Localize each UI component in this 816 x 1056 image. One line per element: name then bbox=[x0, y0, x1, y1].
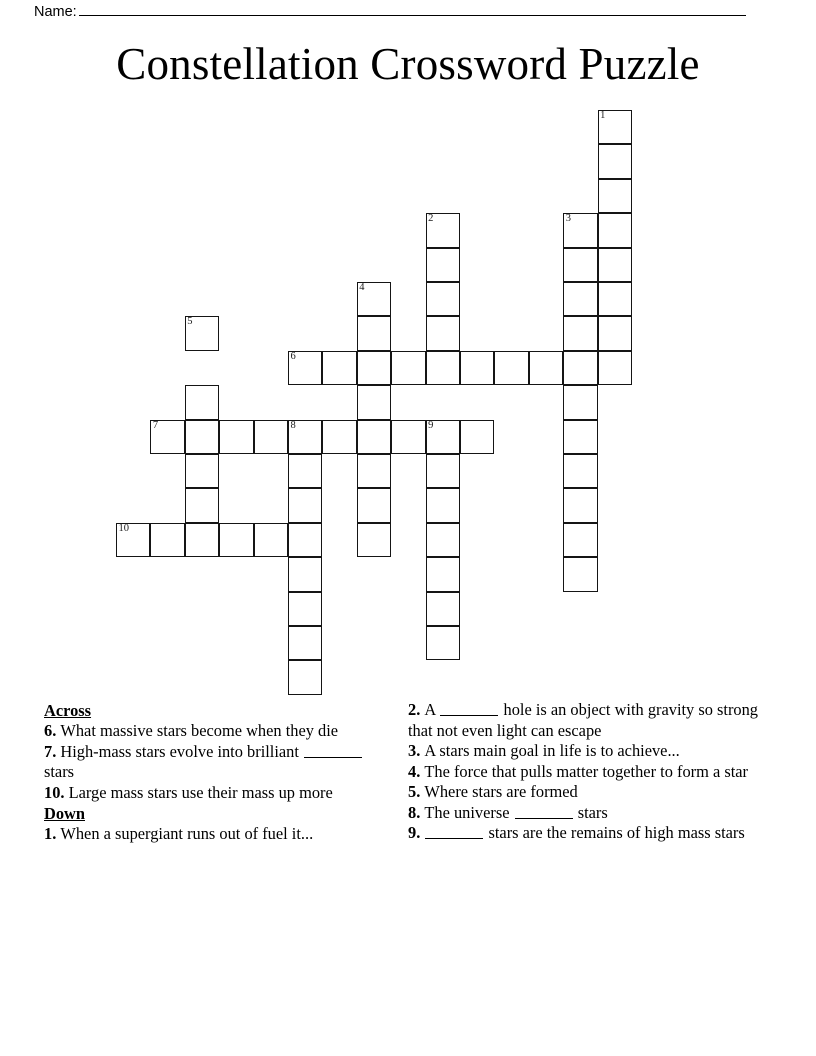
crossword-cell[interactable] bbox=[357, 316, 391, 350]
crossword-cell[interactable] bbox=[185, 488, 219, 522]
clue-number: 1. bbox=[44, 824, 61, 843]
crossword-cell[interactable] bbox=[357, 351, 391, 385]
crossword-cell[interactable] bbox=[288, 592, 322, 626]
clue-text: Where stars are formed bbox=[424, 782, 578, 801]
crossword-cell[interactable] bbox=[598, 248, 632, 282]
crossword-cell[interactable] bbox=[598, 179, 632, 213]
clue-blank-rule bbox=[515, 804, 573, 819]
crossword-cell[interactable] bbox=[185, 420, 219, 454]
clues-section bbox=[0, 700, 816, 1000]
crossword-cell[interactable] bbox=[598, 351, 632, 385]
crossword-cell[interactable] bbox=[288, 454, 322, 488]
clues-column-right bbox=[408, 700, 760, 844]
crossword-cell-numbered[interactable] bbox=[288, 420, 322, 454]
crossword-cell[interactable] bbox=[598, 144, 632, 178]
clue-number: 4. bbox=[408, 761, 425, 781]
clue-blank-rule bbox=[425, 824, 483, 839]
clue-number: 2. bbox=[408, 700, 425, 719]
crossword-cell[interactable] bbox=[426, 626, 460, 660]
clue-text: The universe bbox=[424, 802, 514, 822]
crossword-cell[interactable] bbox=[460, 351, 494, 385]
crossword-cell-number: 6 bbox=[290, 350, 296, 362]
clue-blank-rule bbox=[440, 701, 498, 716]
clue-text: hole is an object with gravity so strong that not even light can escape bbox=[408, 700, 758, 740]
crossword-cell-numbered[interactable] bbox=[185, 316, 219, 350]
crossword-cell[interactable] bbox=[185, 523, 219, 557]
crossword-cell-numbered[interactable] bbox=[288, 351, 322, 385]
crossword-cell-number: 10 bbox=[118, 522, 129, 534]
crossword-cell[interactable] bbox=[288, 557, 322, 591]
crossword-cell[interactable] bbox=[494, 351, 528, 385]
clue-blank-rule bbox=[304, 743, 362, 758]
crossword-cell[interactable] bbox=[563, 454, 597, 488]
crossword-cell[interactable] bbox=[391, 351, 425, 385]
clue-number: 6. bbox=[44, 721, 61, 740]
crossword-cell[interactable] bbox=[598, 282, 632, 316]
crossword-cell[interactable] bbox=[563, 488, 597, 522]
crossword-cell-number: 9 bbox=[428, 419, 434, 431]
clue-text: High-mass stars evolve into brilliant bbox=[60, 741, 304, 761]
crossword-cell-numbered[interactable] bbox=[426, 213, 460, 247]
crossword-cell[interactable] bbox=[598, 316, 632, 350]
crossword-cell[interactable] bbox=[219, 523, 253, 557]
crossword-cell[interactable] bbox=[185, 385, 219, 419]
clue-down bbox=[408, 762, 760, 783]
crossword-cell[interactable] bbox=[563, 316, 597, 350]
crossword-cell[interactable] bbox=[357, 488, 391, 522]
clue-number: 5. bbox=[408, 782, 425, 801]
clue-number: 7. bbox=[44, 741, 61, 761]
crossword-cell[interactable] bbox=[563, 523, 597, 557]
clue-text: stars bbox=[573, 802, 608, 822]
clue-across bbox=[44, 742, 384, 783]
crossword-cell[interactable] bbox=[219, 420, 253, 454]
page-title: Constellation Crossword Puzzle bbox=[116, 39, 700, 89]
crossword-cell[interactable] bbox=[288, 523, 322, 557]
clue-text: A stars main goal in life is to achieve... bbox=[424, 741, 680, 760]
clue-text: Large mass stars use their mass up more bbox=[68, 782, 333, 802]
crossword-cell-numbered[interactable] bbox=[357, 282, 391, 316]
clue-text: stars bbox=[44, 762, 75, 781]
clue-text: A bbox=[424, 700, 440, 719]
crossword-cell-number: 5 bbox=[187, 316, 193, 328]
clue-text: stars are the remains of high mass stars bbox=[484, 823, 745, 842]
crossword-cell[interactable] bbox=[357, 454, 391, 488]
crossword-cell[interactable] bbox=[426, 282, 460, 316]
crossword-cell[interactable] bbox=[563, 557, 597, 591]
clue-text: What massive stars become when they die bbox=[60, 721, 339, 740]
crossword-cell[interactable] bbox=[254, 420, 288, 454]
crossword-cell-number: 8 bbox=[290, 419, 296, 431]
crossword-cell[interactable] bbox=[529, 351, 563, 385]
crossword-cell[interactable] bbox=[322, 420, 356, 454]
clue-number: 9. bbox=[408, 823, 425, 842]
crossword-cell[interactable] bbox=[185, 454, 219, 488]
clue-down bbox=[408, 803, 760, 824]
name-label: Name: bbox=[34, 4, 77, 20]
crossword-cell[interactable] bbox=[426, 488, 460, 522]
crossword-cell[interactable] bbox=[357, 523, 391, 557]
crossword-cell-numbered[interactable] bbox=[116, 523, 150, 557]
crossword-cell-number: 7 bbox=[152, 419, 159, 431]
crossword-cell[interactable] bbox=[426, 248, 460, 282]
crossword-cell[interactable] bbox=[288, 488, 322, 522]
crossword-cell[interactable] bbox=[460, 420, 494, 454]
clue-number: 10. bbox=[44, 782, 69, 802]
clue-down bbox=[408, 782, 760, 803]
clue-down bbox=[408, 741, 760, 762]
down-heading: Down bbox=[44, 804, 85, 823]
crossword-cell-number: 4 bbox=[359, 282, 365, 293]
crossword-cell[interactable] bbox=[563, 385, 597, 419]
crossword-cell[interactable] bbox=[288, 626, 322, 660]
crossword-cell-number: 1 bbox=[600, 110, 606, 121]
clue-down bbox=[408, 823, 760, 844]
crossword-cell[interactable] bbox=[426, 523, 460, 557]
crossword-cell[interactable] bbox=[322, 351, 356, 385]
crossword-cell[interactable] bbox=[288, 660, 322, 694]
clues-column-left bbox=[44, 700, 384, 845]
crossword-cell[interactable] bbox=[391, 420, 425, 454]
crossword-cell[interactable] bbox=[563, 282, 597, 316]
crossword-cell-number: 3 bbox=[565, 213, 571, 225]
crossword-cell[interactable] bbox=[357, 420, 391, 454]
crossword-cell[interactable] bbox=[426, 454, 460, 488]
crossword-cell[interactable] bbox=[357, 385, 391, 419]
crossword-cell[interactable] bbox=[254, 523, 288, 557]
crossword-cell[interactable] bbox=[150, 523, 184, 557]
crossword-cell[interactable] bbox=[426, 557, 460, 591]
clue-across bbox=[44, 783, 384, 804]
clue-across bbox=[44, 721, 384, 742]
clue-down bbox=[44, 824, 384, 845]
crossword-cell[interactable] bbox=[563, 420, 597, 454]
crossword-cell[interactable] bbox=[426, 592, 460, 626]
clue-text: When a supergiant runs out of fuel it... bbox=[60, 824, 314, 843]
clue-down bbox=[408, 700, 760, 741]
clue-text: The force that pulls matter together to form a star bbox=[424, 761, 748, 781]
crossword-cell-numbered[interactable] bbox=[563, 213, 597, 247]
crossword-cell-numbered[interactable] bbox=[426, 420, 460, 454]
across-heading: Across bbox=[44, 701, 92, 720]
crossword-cell[interactable] bbox=[563, 351, 597, 385]
crossword-cell-number: 2 bbox=[428, 213, 434, 225]
crossword-cell[interactable] bbox=[598, 213, 632, 247]
clue-number: 8. bbox=[408, 802, 425, 822]
crossword-cell-numbered[interactable] bbox=[598, 110, 632, 144]
crossword-cell[interactable] bbox=[426, 351, 460, 385]
crossword-cell-numbered[interactable] bbox=[150, 420, 184, 454]
crossword-cell[interactable] bbox=[426, 316, 460, 350]
clue-number: 3. bbox=[408, 741, 425, 760]
crossword-cell[interactable] bbox=[563, 248, 597, 282]
